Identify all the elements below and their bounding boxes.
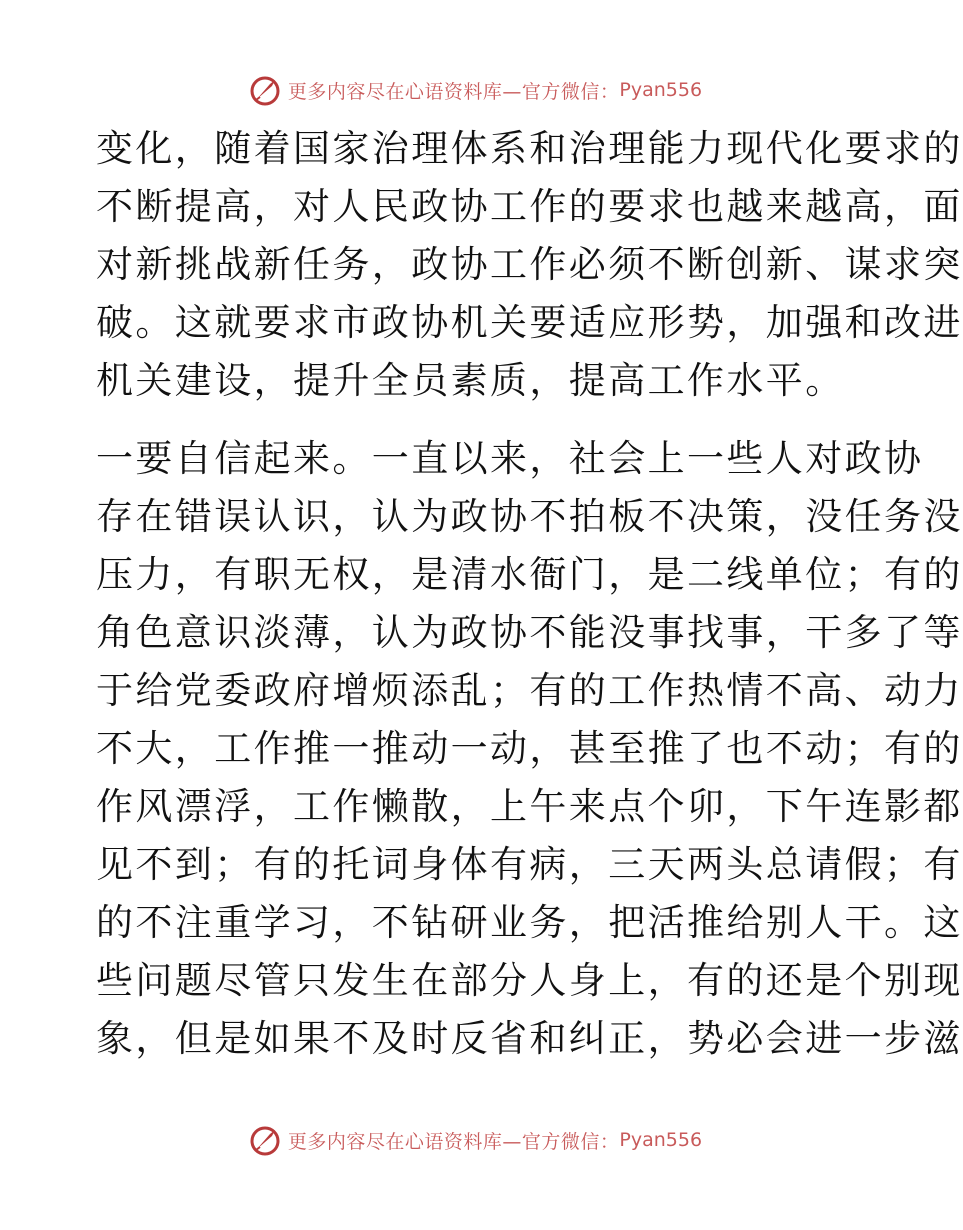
paragraph-2 bbox=[96, 430, 963, 1068]
text-line: 破。这就要求市政协机关要适应形势，加强和改进 bbox=[96, 301, 963, 344]
text-line: 一要自信起来。一直以来，社会上一些人对政协 bbox=[96, 437, 924, 480]
text-line: 不断提高，对人民政协工作的要求也越来越高，面 bbox=[96, 185, 963, 228]
text-line: 象，但是如果不及时反省和纠正，势必会进一步滋 bbox=[96, 1017, 963, 1060]
text-line: 不大，工作推一推动一动，甚至推了也不动；有的 bbox=[96, 727, 963, 770]
footer-watermark bbox=[0, 1120, 950, 1160]
watermark-text: 更多内容尽在心语资料库—官方微信： bbox=[287, 80, 620, 103]
paragraph-1 bbox=[96, 120, 963, 410]
watermark-handle: Pyan556 bbox=[619, 1129, 703, 1151]
text-line: 作风漂浮，工作懒散，上午来点个卯，下午连影都 bbox=[96, 785, 963, 828]
quill-logo-icon bbox=[248, 73, 282, 107]
header-watermark bbox=[0, 70, 950, 110]
watermark-handle: Pyan556 bbox=[619, 79, 703, 101]
quill-logo-icon bbox=[248, 1123, 282, 1157]
text-line: 于给党委政府增烦添乱；有的工作热情不高、动力 bbox=[96, 669, 963, 712]
paragraph-spacer bbox=[96, 410, 856, 430]
text-line: 存在错误认识，认为政协不拍板不决策，没任务没 bbox=[96, 495, 963, 538]
text-line: 的不注重学习，不钻研业务，把活推给别人干。这 bbox=[96, 901, 963, 944]
text-line: 压力，有职无权，是清水衙门，是二线单位；有的 bbox=[96, 553, 963, 596]
watermark-text: 更多内容尽在心语资料库—官方微信： bbox=[287, 1130, 620, 1153]
text-line: 变化，随着国家治理体系和治理能力现代化要求的 bbox=[96, 127, 963, 170]
text-line: 些问题尽管只发生在部分人身上，有的还是个别现 bbox=[96, 959, 963, 1002]
text-line: 对新挑战新任务，政协工作必须不断创新、谋求突 bbox=[96, 243, 963, 286]
text-line: 角色意识淡薄，认为政协不能没事找事，干多了等 bbox=[96, 611, 963, 654]
text-line: 见不到；有的托词身体有病，三天两头总请假；有 bbox=[96, 843, 963, 886]
text-line: 机关建设，提升全员素质，提高工作水平。 bbox=[96, 359, 845, 402]
document-body bbox=[96, 120, 963, 1068]
